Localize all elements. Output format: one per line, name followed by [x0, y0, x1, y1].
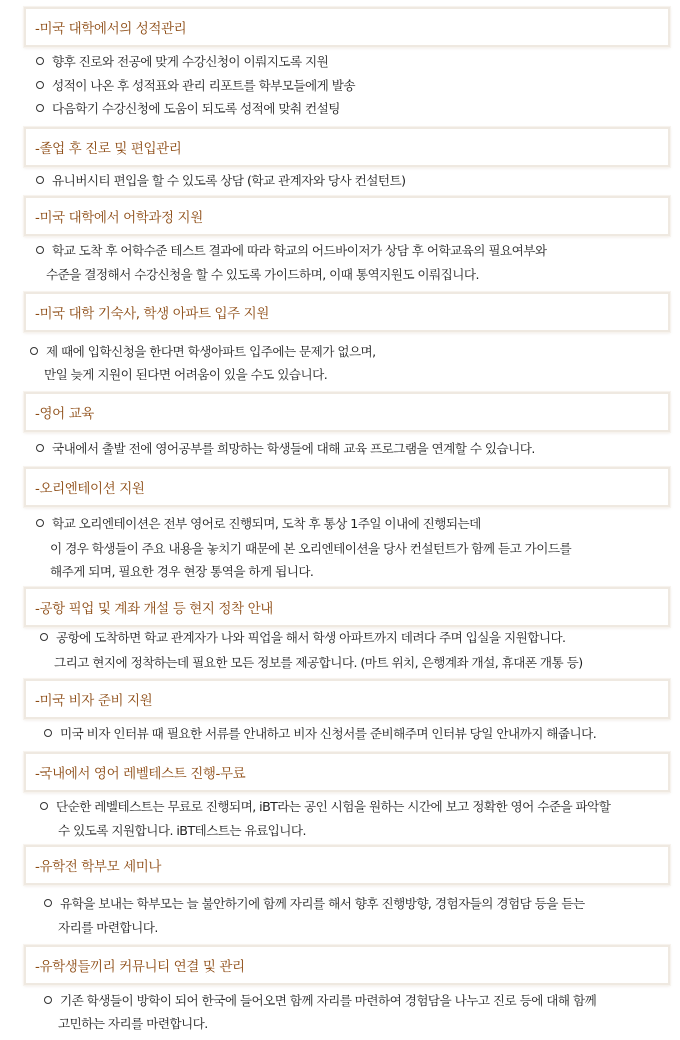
section-header-orientation: -오리엔테이션 지원 — [24, 467, 670, 507]
list-item-continuation: 수준을 결정해서 수강신청을 할 수 있도록 가이드하며, 이때 통역지원도 이뤄집니다. — [46, 267, 479, 282]
list-item: 국내에서 출발 전에 영어공부를 희망하는 학생들에 대해 교육 프로그램을 연계할 수 있습니다. — [36, 441, 535, 457]
section-header-community: -유학생들끼리 커뮤니티 연결 및 관리 — [24, 945, 670, 985]
section-header-grade-management: -미국 대학에서의 성적관리 — [24, 7, 670, 47]
section-header-english-education: -영어 교육 — [24, 392, 670, 432]
list-item: 단순한 레벨테스트는 무료로 진행되며, iBT라는 공인 시험을 원하는 시간에 보고 정확한 영어 수준을 파악할 — [40, 799, 610, 815]
list-item: 학교 오리엔테이션은 전부 영어로 진행되며, 도착 후 통상 1주일 이내에 진행되는데 — [36, 516, 481, 532]
list-item-continuation: 고민하는 자리를 마련합니다. — [58, 1016, 208, 1031]
circle-bullet-icon — [30, 347, 38, 355]
list-item: 성적이 나온 후 성적표와 관리 리포트를 학부모들에게 발송 — [36, 78, 355, 94]
circle-bullet-icon — [36, 57, 44, 65]
section-header-housing: -미국 대학 기숙사, 학생 아파트 입주 지원 — [24, 292, 670, 332]
list-item: 유학을 보내는 학부모는 늘 불안하기에 함께 자리를 해서 향후 진행방향, 경험자들의 경험담 등을 듣는 — [44, 896, 585, 912]
list-item-continuation: 만일 늦게 지원이 된다면 어려움이 있을 수도 있습니다. — [44, 367, 328, 382]
circle-bullet-icon — [36, 519, 44, 527]
circle-bullet-icon — [36, 176, 44, 184]
circle-bullet-icon — [40, 633, 48, 641]
circle-bullet-icon — [36, 444, 44, 452]
section-header-career-transfer: -졸업 후 진로 및 편입관리 — [24, 127, 670, 167]
circle-bullet-icon — [40, 802, 48, 810]
list-item: 공항에 도착하면 학교 관계자가 나와 픽업을 해서 학생 아파트까지 데려다 주며 입실을 지원합니다. — [40, 630, 566, 646]
list-item-continuation: 자리를 마련합니다. — [58, 920, 158, 935]
circle-bullet-icon — [44, 899, 52, 907]
section-header-airport-settlement: -공항 픽업 및 계좌 개설 등 현지 정착 안내 — [24, 587, 670, 627]
list-item-continuation: 해주게 되며, 필요한 경우 현장 통역을 하게 됩니다. — [50, 564, 314, 579]
section-header-level-test: -국내에서 영어 레벨테스트 진행-무료 — [24, 752, 670, 792]
list-item-continuation: 그리고 현지에 정착하는데 필요한 모든 정보를 제공합니다. (마트 위치, 은행계좌 개설, 휴대폰 개통 등) — [54, 655, 583, 670]
list-item-continuation: 이 경우 학생들이 주요 내용을 놓치기 때문에 본 오리엔테이션을 당사 컨설턴트가 함께 듣고 가이드를 — [50, 541, 572, 556]
list-item: 다음학기 수강신청에 도움이 되도록 성적에 맞춰 컨설팅 — [36, 101, 340, 117]
list-item: 미국 비자 인터뷰 때 필요한 서류를 안내하고 비자 신청서를 준비해주며 인터뷰 당일 안내까지 해줍니다. — [44, 726, 596, 742]
section-header-visa: -미국 비자 준비 지원 — [24, 679, 670, 719]
circle-bullet-icon — [44, 996, 52, 1004]
circle-bullet-icon — [36, 104, 44, 112]
circle-bullet-icon — [36, 246, 44, 254]
list-item: 향후 진로와 전공에 맞게 수강신청이 이뤄지도록 지원 — [36, 54, 328, 70]
list-item-continuation: 수 있도록 지원합니다. iBT테스트는 유료입니다. — [58, 823, 306, 838]
list-item: 유니버시티 편입을 할 수 있도록 상담 (학교 관계자와 당사 컨설턴트) — [36, 173, 405, 189]
list-item: 기존 학생들이 방학이 되어 한국에 들어오면 함께 자리를 마련하여 경험담을 나누고 진로 등에 대해 함께 — [44, 993, 596, 1009]
circle-bullet-icon — [36, 81, 44, 89]
circle-bullet-icon — [44, 729, 52, 737]
section-header-language-course: -미국 대학에서 어학과정 지원 — [24, 196, 670, 236]
list-item: 제 때에 입학신청을 한다면 학생아파트 입주에는 문제가 없으며, — [30, 344, 376, 360]
list-item: 학교 도착 후 어학수준 테스트 결과에 따라 학교의 어드바이저가 상담 후 어학교육의 필요여부와 — [36, 243, 546, 259]
section-header-parent-seminar: -유학전 학부모 세미나 — [24, 845, 670, 885]
